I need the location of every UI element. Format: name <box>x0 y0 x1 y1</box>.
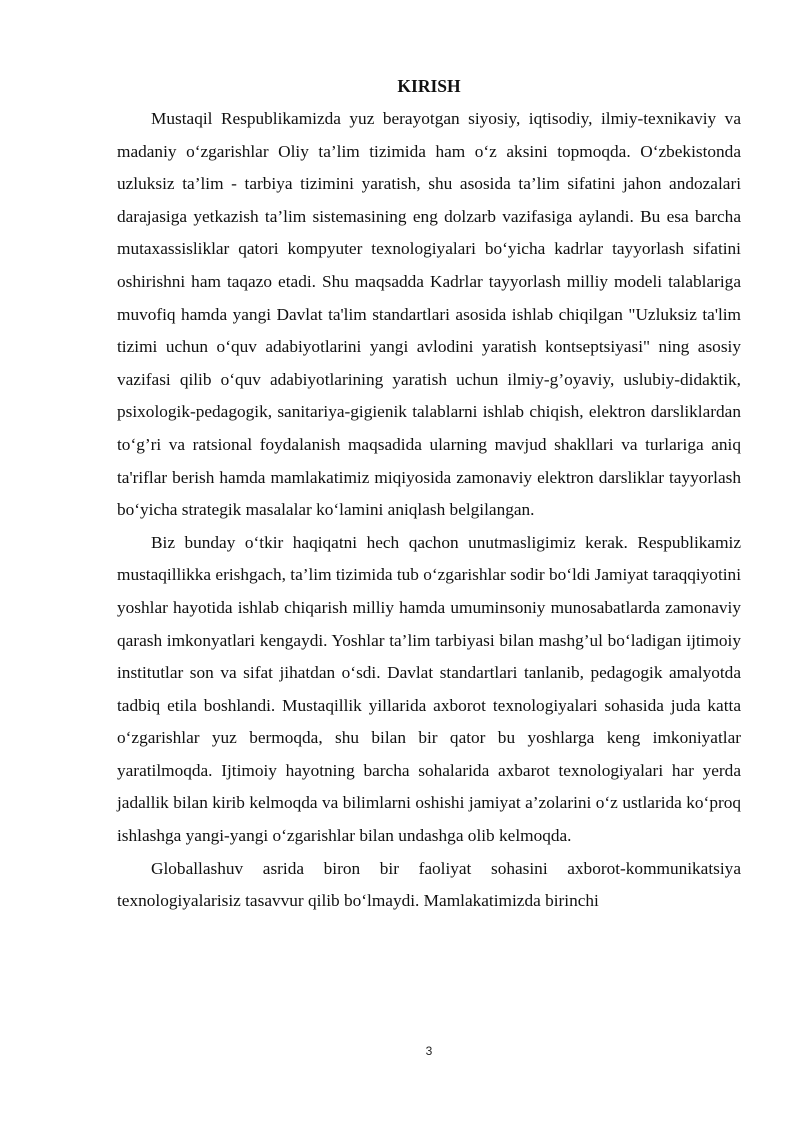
body-text <box>117 103 741 918</box>
page-title: KIRISH <box>397 76 461 96</box>
document-page <box>117 0 741 1131</box>
paragraph-1: Mustaqil Respublikamizda yuz berayotgan siyosiy, iqtisodiy, ilmiy-texnikaviy va madaniy o‘zgarishlar Oliy ta’lim tizimida ham o‘z aksini topmoqda. O‘zbekistonda uzluksiz ta’lim - tarbiya tizimini yaratish, shu asosida ta’lim sifatini jahon andozalari darajasiga yetkazish ta’lim sistemasining eng dolzarb vazifasiga aylandi. Bu esa barcha mutaxassisliklar qatori kompyuter texnologiyalari bo‘yicha kadrlar tayyorlash sifatini oshirishni ham taqazo etadi. Shu maqsadda Kadrlar tayyorlash milliy modeli talablariga muvofiq hamda yangi Davlat ta'lim standartlari asosida ishlab chiqilgan "Uzluksiz ta'lim tizimi uchun o‘quv adabiyotlarini yangi avlodini yaratish kontseptsiyasi" ning asosiy vazifasi qilib o‘quv adabiyotlarining yaratish uchun ilmiy-g’oyaviy, uslubiy-didaktik, psixologik-pedagogik, sanitariya-gigienik talablarni ishlab chiqish, elektron darsliklardan to‘g’ri va ratsional foydalanish maqsadida ularning mavjud shakllari va turlariga aniq ta'riflar berish hamda mamlakatimiz miqiyosida zamonaviy elektron darsliklar tayyorlash bo‘yicha strategik masalalar ko‘lamini aniqlash belgilangan. <box>117 109 741 520</box>
paragraph-3: Globallashuv asrida biron bir faoliyat sohasini axborot-kommunikatsiya texnologiyalarisiz tasavvur qilib bo‘lmaydi. Mamlakatimizda birinchi <box>117 858 741 911</box>
page-number: 3 <box>425 1044 433 1058</box>
paragraph-2: Biz bunday o‘tkir haqiqatni hech qachon unutmasligimiz kerak. Respublikamiz mustaqillikka erishgach, ta’lim tizimida tub o‘zgarishlar sodir bo‘ldi Jamiyat taraqqiyotini yoshlar hayotida ishlab chiqarish milliy hamda umuminsoniy munosabatlarda zamonaviy qarash imkonyatlari kengaydi. Yoshlar ta’lim tarbiyasi bilan mashg’ul bo‘ladigan ijtimoiy institutlar son va sifat jihatdan o‘sdi. Davlat standartlari tanlanib, pedagogik amalyotda tadbiq etila boshlandi. Mustaqillik yillarida axborot texnologiyalari sohasida juda katta o‘zgarishlar yuz bermoqda, shu bilan bir qator bu yoshlarga keng imkoniyatlar yaratilmoqda. Ijtimoiy hayotning barcha sohalarida axbarot texnologiyalari har yerda jadallik bilan kirib kelmoqda va bilimlarni oshishi jamiyat a’zolarini o‘z ustlarida ko‘proq ishlashga yangi-yangi o‘zgarishlar bilan undashga olib kelmoqda. <box>117 532 741 846</box>
